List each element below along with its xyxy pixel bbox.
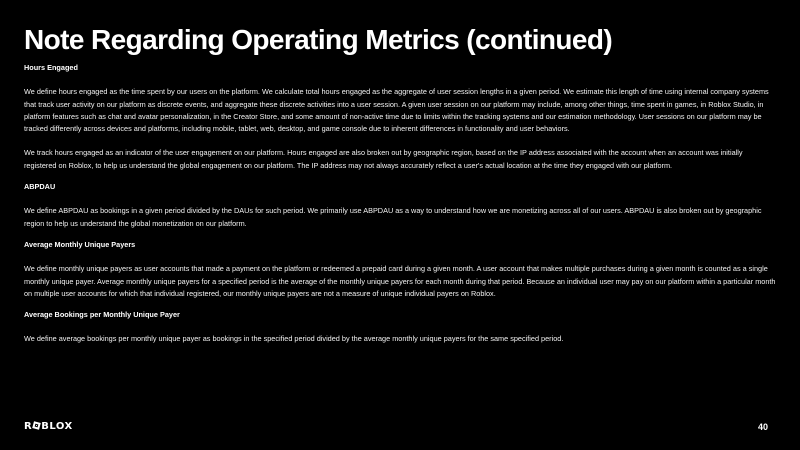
section-paragraph: We define monthly unique payers as user accounts that made a payment on the platform or redeemed a prepaid card during a given month. A user account that makes multiple purchases during a given month is counted as a single monthly unique payer. Average monthly unique payers for a specified period is the average of the monthly unique payers for each month during that period. Because an individual user may pay on our platform within a particular month on multiple user accounts for which that individual registered, our monthly unique payers are not a measure of unique individual payers on Roblox.: [24, 264, 776, 298]
section-heading: Average Monthly Unique Payers: [24, 239, 136, 249]
section-average-monthly-unique-payers: [24, 239, 776, 300]
page-number: 40: [757, 422, 768, 432]
slide-content: [24, 62, 776, 346]
section-average-bookings-per-payer: [24, 309, 776, 346]
section-paragraph: We track hours engaged as an indicator of the user engagement on our platform. Hours engaged are also broken out by geographic region, based on the IP address associated with the account when an account was initially registered on Roblox, to help us understand the global engagement on our platform. The IP address may not always accurately reflect a user's actual location at the time they engaged with our platform.: [24, 148, 743, 170]
section-heading: Average Bookings per Monthly Unique Payer: [24, 310, 180, 320]
section-heading: Hours Engaged: [24, 63, 78, 72]
section-paragraph: We define average bookings per monthly unique payer as bookings in the specified period divided by the average monthly unique payers for the same specified period.: [24, 334, 564, 344]
logo-letter-r: R: [24, 421, 33, 432]
roblox-logo: [24, 421, 73, 433]
section-hours-engaged: [24, 62, 776, 172]
slide-title: Note Regarding Operating Metrics (continued): [24, 24, 613, 55]
section-heading: ABPDAU: [24, 182, 56, 192]
logo-letters-blox: BLOX: [41, 421, 73, 432]
logo-tilted-square-icon: [32, 421, 41, 430]
section-abpdau: [24, 181, 776, 230]
section-paragraph: We define hours engaged as the time spent by our users on the platform. We calculate total hours engaged as the aggregate of user session lengths in a given period. We estimate this length of time using internal company systems that track user activity on our platform as discrete events, and aggregate these discrete activities into a user session. A given user session on our platform may include, among other things, time spent in games, in Roblox Studio, in platform features such as chat and avatar personalization, in the Creator Store, and some amount of non-active time due to limits within the tracking systems and our estimation methodology. User sessions on our platform may be tracked differently across devices and platforms, including mobile, tablet, web, desktop, and game console due to inherent differences in functionality and user behaviors.: [24, 87, 769, 134]
section-paragraph: We define ABPDAU as bookings in a given period divided by the DAUs for such period. We primarily use ABPDAU as a way to understand how we are monetizing across all of our users. ABPDAU is also broken out by geographic region to help us understand the global monetization on our platform.: [24, 206, 762, 228]
